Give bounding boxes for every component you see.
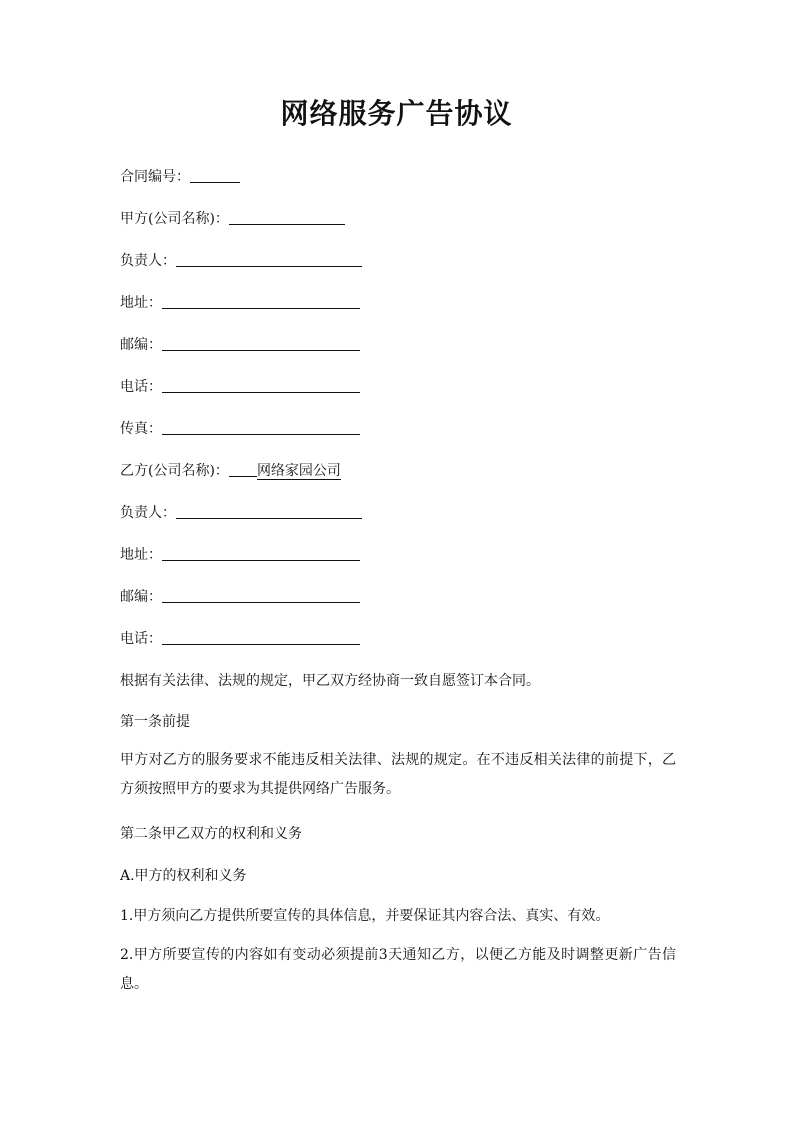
section-a-item-2: 2.甲方所要宣传的内容如有变动必须提前3天通知乙方，以便乙方能及时调整更新广告信息。 [120,947,676,992]
contract-number-blank[interactable] [190,168,240,183]
contract-number-label: 合同编号： [120,169,190,185]
article-2-heading: 第二条甲乙双方的权利和义务 [120,826,302,842]
party-b-label: 乙方(公司名称)： [120,463,229,479]
party-b-postcode-line [120,586,360,608]
party-a-fax-blank[interactable] [162,420,360,435]
party-b-name-prefix-blank[interactable] [229,462,257,477]
party-b-address-blank[interactable] [162,546,360,561]
section-a-item-1: 1.甲方须向乙方提供所要宣传的具体信息，并要保证其内容合法、真实、有效。 [120,908,610,924]
party-b-phone-label: 电话： [120,631,162,647]
party-a-contact-blank[interactable] [176,252,362,267]
article-1-heading: 第一条前提 [120,714,190,730]
party-b-phone-line [120,628,360,650]
party-b-name: 网络家园公司 [256,463,341,479]
party-a-postcode-blank[interactable] [162,336,360,351]
section-a-heading: A.甲方的权利和义务 [120,868,247,884]
party-a-postcode-line [120,334,360,356]
party-a-label: 甲方(公司名称)： [120,211,229,227]
party-a-contact-label: 负责人： [120,253,176,269]
party-a-address-line [120,292,360,314]
contract-number-line [120,166,240,188]
party-a-contact-line [120,250,362,272]
party-b-phone-blank[interactable] [162,630,360,645]
party-a-name-blank[interactable] [229,210,345,225]
article-1-body: 甲方对乙方的服务要求不能违反相关法律、法规的规定。在不违反相关法律的前提下，乙方须按照甲方的要求为其提供网络广告服务。 [120,752,676,797]
party-b-contact-blank[interactable] [176,504,362,519]
party-b-contact-line [120,502,362,524]
party-a-fax-label: 传真： [120,421,162,437]
party-a-address-blank[interactable] [162,294,360,309]
document-title: 网络服务广告协议 [280,97,513,130]
party-b-contact-label: 负责人： [120,505,176,521]
party-b-postcode-blank[interactable] [162,588,360,603]
party-a-phone-blank[interactable] [162,378,360,393]
intro-paragraph: 根据有关法律、法规的规定，甲乙双方经协商一致自愿签订本合同。 [120,673,540,689]
party-b-address-line [120,544,360,566]
party-b-line [120,460,341,482]
party-a-postcode-label: 邮编： [120,337,162,353]
party-a-address-label: 地址： [120,295,162,311]
party-a-phone-line [120,376,360,398]
party-b-address-label: 地址： [120,547,162,563]
party-a-line [120,208,345,230]
party-a-fax-line [120,418,360,440]
party-a-phone-label: 电话： [120,379,162,395]
party-b-postcode-label: 邮编： [120,589,162,605]
